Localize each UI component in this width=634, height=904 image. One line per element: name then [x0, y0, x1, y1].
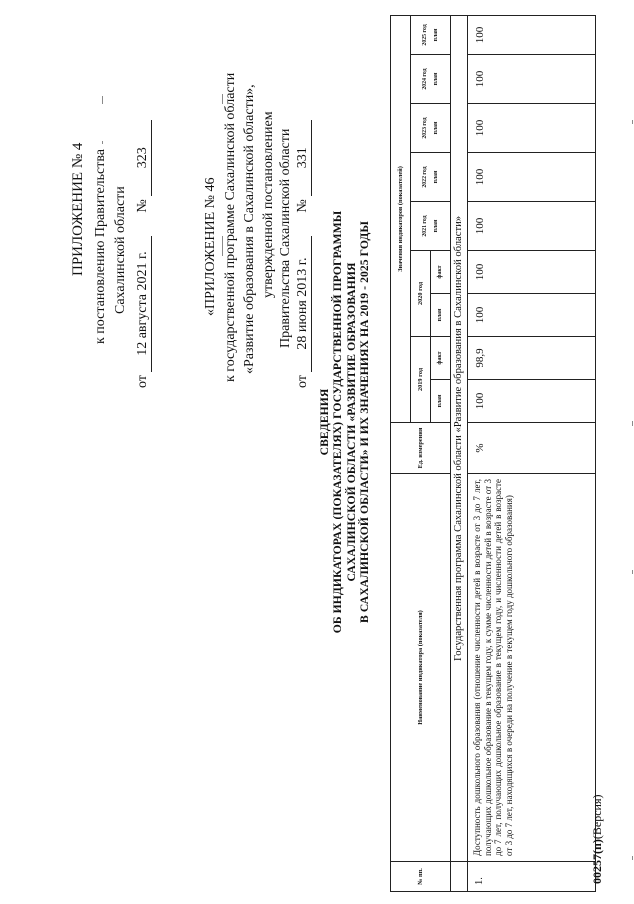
row-value-2024-plan: 100 [468, 55, 596, 104]
appendix46-line2: «Развитие образования в Сахалинской области», [242, 84, 257, 374]
col-header-unit: Ед. измерения [391, 423, 451, 474]
year-2024: 2024 год [421, 68, 428, 90]
program-row: Государственная программа Сахалинской области «Развитие образования в Сахалинской области» [451, 15, 468, 861]
doc-title-line4: В САХАЛИНСКОЙ ОБЛАСТИ» И ИХ ЗНАЧЕНИЯХ НА 2019 - 2025 ГОДЫ [358, 221, 372, 623]
footer-code: 00257(п) [590, 839, 604, 884]
plan-2021: план [432, 219, 439, 233]
appendix46-from-label: от [295, 375, 310, 388]
row-value-2022-plan: 100 [468, 153, 596, 202]
col-header-num: № пп. [391, 862, 451, 892]
appendix4-number: 323 [134, 120, 152, 196]
doc-title-line1: СВЕДЕНИЯ [318, 388, 331, 456]
appendix4-date-row [134, 120, 152, 388]
appendix46-date: 28 июня 2013 г. [294, 236, 312, 372]
appendix46-line3: утвержденной постановлением [261, 111, 276, 298]
year-2021-cell [411, 202, 451, 251]
row-unit: % [468, 423, 596, 474]
table-row [468, 15, 596, 891]
plan-2024: план [432, 72, 439, 86]
col-header-values: Значения индикаторов (показателей) [391, 15, 411, 422]
fact-2020: факт [431, 251, 451, 294]
year-2022: 2022 год [421, 166, 428, 188]
appendix4-line2: Сахалинской области [113, 186, 128, 314]
scan-mark [632, 570, 633, 574]
appendix46-line1: к государственной программе Сахалинской области [223, 72, 238, 382]
scan-mark [632, 421, 633, 426]
scan-mark [102, 96, 103, 104]
footer-version-label: (Версия) [590, 794, 604, 840]
appendix46-num-label: № [295, 199, 310, 213]
year-2023-cell [411, 104, 451, 153]
row-num: 1. [468, 862, 596, 892]
plan-2022: план [432, 170, 439, 184]
year-2024-cell [411, 55, 451, 104]
plan-2023: план [432, 121, 439, 135]
year-2025: 2025 год [421, 24, 428, 46]
year-2019: 2019 год [411, 337, 431, 423]
row-value-2019-fact: 98,9 [468, 337, 596, 380]
appendix4-line1: к постановлению Правительства [93, 148, 108, 344]
appendix46-date-row [294, 120, 312, 388]
footer-version [590, 795, 605, 885]
year-2022-cell [411, 153, 451, 202]
plan-2019: план [431, 380, 451, 423]
row-value-2019-plan: 100 [468, 380, 596, 423]
plan-2025: план [432, 28, 439, 42]
row-value-2020-plan: 100 [468, 294, 596, 337]
scan-mark [222, 94, 223, 104]
row-value-2020-fact: 100 [468, 251, 596, 294]
appendix4-num-label: № [135, 199, 150, 213]
doc-title-line3: САХАЛИНСКОЙ ОБЛАСТИ «РАЗВИТИЕ ОБРАЗОВАНИЯ [344, 262, 358, 582]
scan-mark [222, 236, 223, 256]
scan-mark [632, 120, 633, 124]
year-2020: 2020 год [411, 251, 431, 337]
appendix46-title: «ПРИЛОЖЕНИЕ № 46 [203, 177, 218, 316]
program-row-num [451, 862, 468, 892]
plan-2020: план [431, 294, 451, 337]
year-2021: 2021 год [421, 215, 428, 237]
year-2025-cell [411, 15, 451, 54]
appendix46-number: 331 [294, 120, 312, 196]
doc-title [318, 202, 372, 642]
year-2023: 2023 год [421, 117, 428, 139]
doc-title-line2: ОБ ИНДИКАТОРАХ (ПОКАЗАТЕЛЯХ) ГОСУДАРСТВЕННОЙ ПРОГРАММЫ [331, 210, 345, 634]
scan-mark [102, 141, 103, 144]
appendix4-title: ПРИЛОЖЕНИЕ № 4 [70, 142, 86, 276]
scan-mark [632, 856, 633, 860]
indicators-table [390, 15, 596, 892]
appendix46-line4: Правительства Сахалинской области [278, 128, 293, 348]
row-value-2025-plan: 100 [468, 15, 596, 54]
row-value-2023-plan: 100 [468, 104, 596, 153]
appendix4-from-label: от [135, 375, 150, 388]
row-value-2021-plan: 100 [468, 202, 596, 251]
row-indicator-name: Доступность дошкольного образования (отношение численности детей в возрасте от 3 до 7 лет, получающих дошкольное образование в текущем году, к сумме численности детей в возрасте от 3 до 7 лет, получающих дошкольное образование в текущем году, и численности детей в возрасте от 3 до 7 лет, находящихся в очереди на получение в текущем году дошкольного образования) [468, 474, 596, 862]
fact-2019: факт [431, 337, 451, 380]
col-header-name: Наименование индикатора (показателя) [391, 474, 451, 862]
appendix4-date: 12 августа 2021 г. [134, 236, 152, 372]
